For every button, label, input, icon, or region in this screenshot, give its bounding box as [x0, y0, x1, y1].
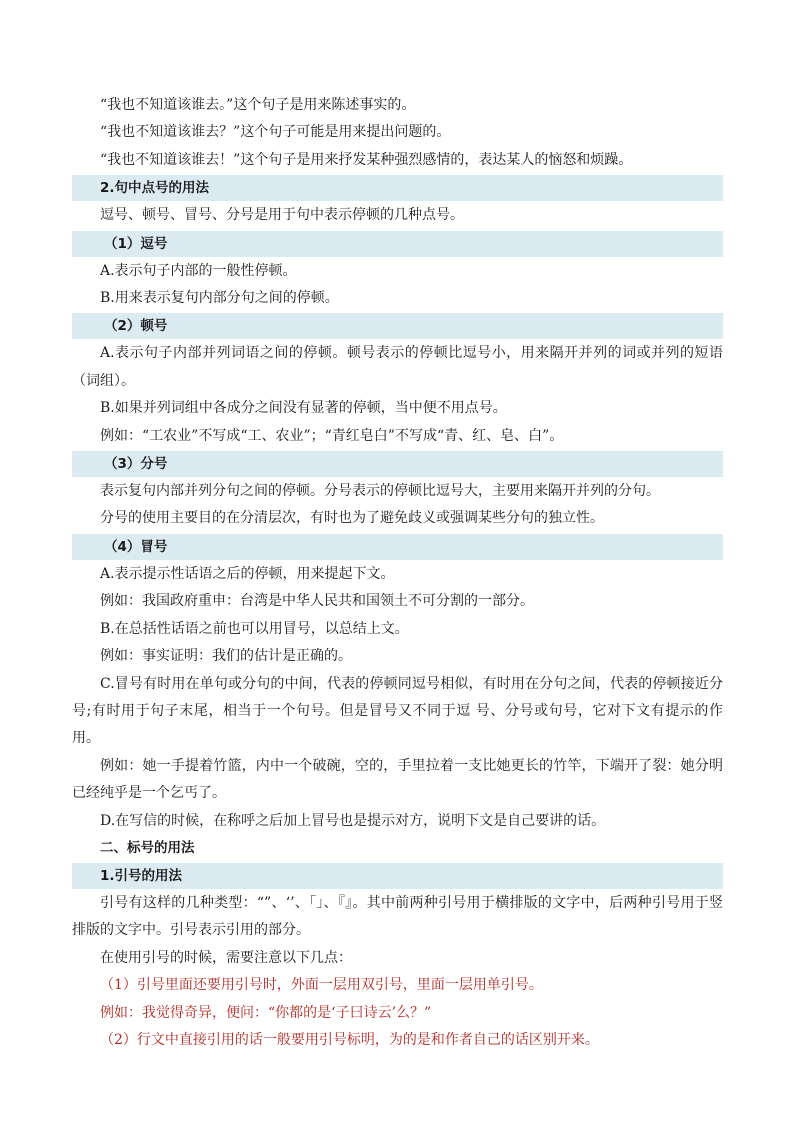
subsection-heading-colon: （4）冒号: [72, 534, 723, 560]
intro-line: “我也不知道该谁去！”这个句子是用来抒发某种强烈感情的，表达某人的恼怒和烦躁。: [100, 151, 633, 168]
colon-rule-b: B.在总括性话语之前也可以用冒号，以总结上文。: [100, 620, 409, 637]
comma-rule-a: A.表示句子内部的一般性停顿。: [100, 262, 297, 279]
section-heading-quote: 1.引号的用法: [72, 863, 723, 889]
colon-example-1: 例如：我国政府重申：台湾是中华人民共和国领土不可分割的一部分。: [100, 593, 534, 610]
colon-rule-c: C.冒号有时用在单句或分句的中间，代表的停顿同逗号相似，有时用在分句之间，代表的停顿接近分号;有时用于句子末尾，相当于一个句号。但是冒号又不同于逗 号、分号或句号，它对下文有提示的作用。: [72, 675, 723, 747]
part-heading: 二、标号的用法: [100, 839, 195, 856]
colon-example-2: 例如：事实证明：我们的估计是正确的。: [100, 648, 352, 665]
intro-line: “我也不知道该谁去？”这个句子可能是用来提出问题的。: [100, 124, 451, 141]
intro-line: “我也不知道该谁去。”这个句子是用来陈述事实的。: [100, 97, 416, 113]
quote-note-1: （1）引号里面还要用引号时，外面一层用双引号，里面一层用单引号。: [100, 977, 543, 994]
subsection-heading-semicolon: （3）分号: [72, 451, 723, 477]
dun-rule-a: A.表示句子内部并列词语之间的停顿。顿号表示的停顿比逗号小，用来隔开并列的词或并列的短语（词组）。: [72, 345, 723, 389]
subsection-heading-comma: （1）逗号: [72, 231, 723, 257]
quote-p2: 在使用引号的时候，需要注意以下几点：: [100, 949, 352, 966]
document-page: [72, 92, 723, 1054]
colon-rule-a: A.表示提示性话语之后的停顿，用来提起下文。: [100, 565, 395, 582]
quote-p1: 引号有这样的几种类型：“”、‘’、「」、『』。其中前两种引号用于横排版的文字中，后两种引号用于竖排版的文字中。引号表示引用的部分。: [72, 894, 723, 939]
section-heading: 2.句中点号的用法: [72, 175, 723, 201]
quote-note-1-example: 例如：我觉得奇异，便问：“你都的是‘子曰诗云’么？”: [100, 1004, 432, 1021]
colon-rule-d: D.在写信的时候，在称呼之后加上冒号也是提示对方，说明下文是自己要讲的话。: [100, 812, 606, 829]
dun-example: 例如：“工农业”不写成“工、农业”；“青红皂白”不写成“青、红、皂、白”。: [100, 427, 564, 444]
quote-note-2: （2）行文中直接引用的话一般要用引号标明，为的是和作者自己的话区别开来。: [100, 1031, 599, 1048]
semicolon-p1: 表示复句内部并列分句之间的停顿。分号表示的停顿比逗号大，主要用来隔开并列的分句。: [100, 483, 660, 500]
dun-rule-b: B.如果并列词组中各成分之间没有显著的停顿，当中便不用点号。: [100, 400, 507, 417]
colon-example-3: 例如：她一手提着竹篮，内中一个破碗，空的，手里拉着一支比她更长的竹竿，下端开了裂：她分明已经纯乎是一个乞丐了。: [72, 757, 723, 802]
section-intro: 逗号、顿号、冒号、分号是用于句中表示停顿的几种点号。: [100, 207, 464, 224]
subsection-heading-dun: （2）顿号: [72, 313, 723, 339]
comma-rule-b: B.用来表示复句内部分句之间的停顿。: [100, 290, 339, 307]
semicolon-p2: 分号的使用主要目的在分清层次，有时也为了避免歧义或强调某些分句的独立性。: [100, 510, 604, 527]
